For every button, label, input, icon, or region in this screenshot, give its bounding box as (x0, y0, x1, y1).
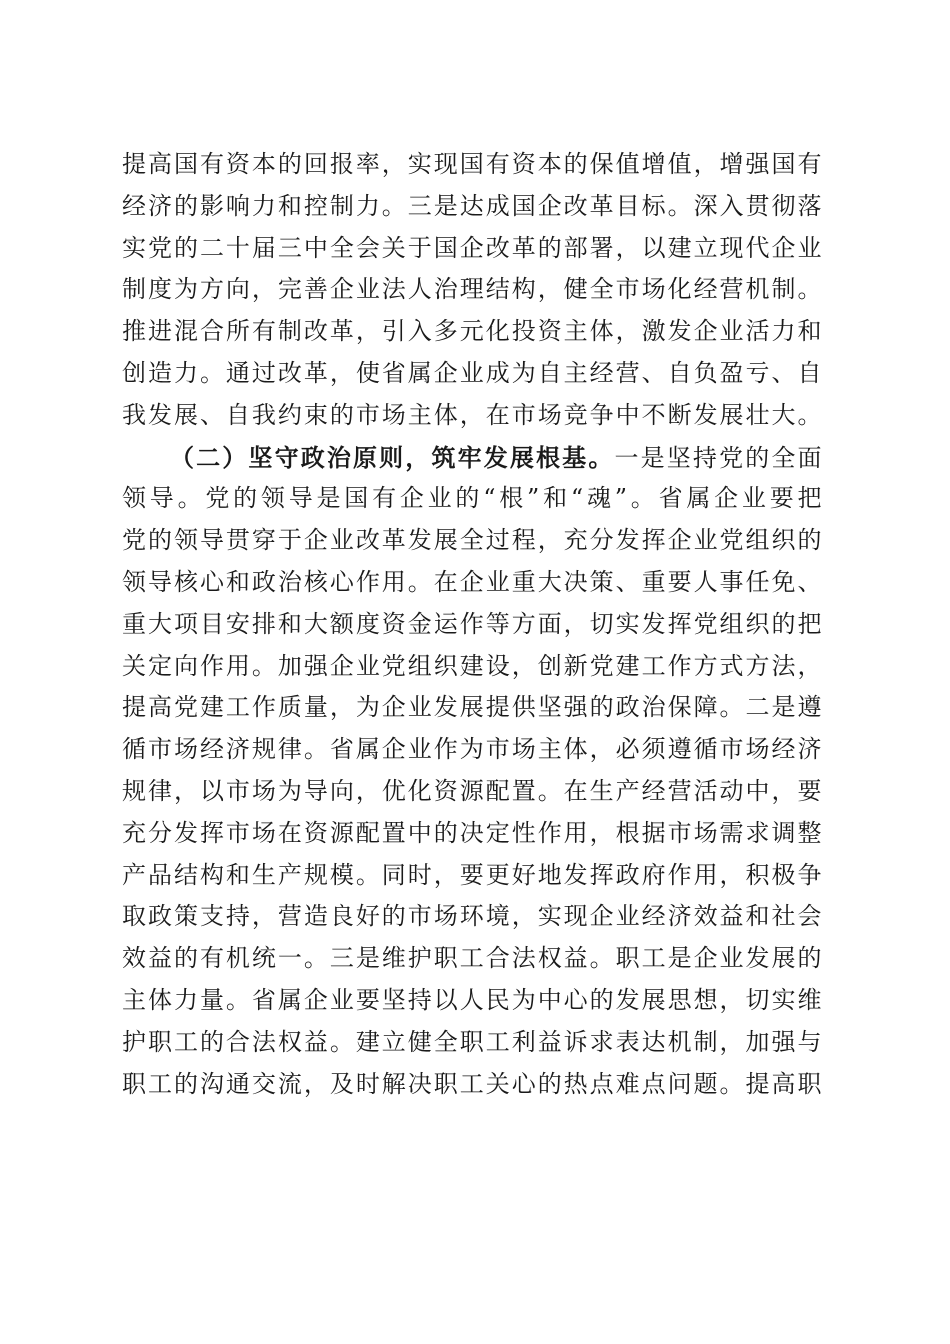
text-line: 制度为方向，完善企业法人治理结构，健全市场化经营机制。 (122, 275, 822, 304)
section-2-heading: （二）坚守政治原则，筑牢发展根基。 (170, 442, 615, 472)
text-line: 实党的二十届三中全会关于国企改革的部署，以建立现代企业 (122, 233, 822, 262)
body-text (122, 144, 822, 1105)
text-line: 经济的影响力和控制力。三是达成国企改革目标。深入贯彻落 (122, 191, 822, 220)
text-line: 充分发挥市场在资源配置中的决定性作用，根据市场需求调整 (122, 818, 822, 847)
text-line: 护职工的合法权益。建立健全职工利益诉求表达机制，加强与 (122, 1027, 822, 1056)
text-line: 重大项目安排和大额度资金运作等方面，切实发挥党组织的把 (122, 609, 822, 638)
text-line: 提高党建工作质量，为企业发展提供坚强的政治保障。二是遵 (122, 693, 822, 722)
text-line: 取政策支持，营造良好的市场环境，实现企业经济效益和社会 (122, 902, 822, 931)
text-line: 规律，以市场为导向，优化资源配置。在生产经营活动中，要 (122, 776, 822, 805)
text-line: 关定向作用。加强企业党组织建设，创新党建工作方式方法， (122, 651, 822, 680)
text-line: 效益的有机统一。三是维护职工合法权益。职工是企业发展的 (122, 944, 822, 973)
text-line: 创造力。通过改革，使省属企业成为自主经营、自负盈亏、自 (122, 358, 822, 387)
section-2-first-line-text: 一是坚持党的全面 (614, 443, 823, 472)
section-2-first-line (122, 437, 822, 479)
text-line: 领导核心和政治核心作用。在企业重大决策、重要人事任免、 (122, 567, 822, 596)
text-line: 职工的沟通交流，及时解决职工关心的热点难点问题。提高职 (122, 1069, 822, 1098)
text-line: 我发展、自我约束的市场主体，在市场竞争中不断发展壮大。 (122, 400, 822, 429)
text-line: 主体力量。省属企业要坚持以人民为中心的发展思想，切实维 (122, 985, 822, 1014)
text-line: 提高国有资本的回报率，实现国有资本的保值增值，增强国有 (122, 150, 822, 178)
text-line: 党的领导贯穿于企业改革发展全过程，充分发挥企业党组织的 (122, 526, 822, 555)
text-line: 循市场经济规律。省属企业作为市场主体，必须遵循市场经济 (122, 735, 822, 764)
text-line: 产品结构和生产规模。同时，要更好地发挥政府作用，积极争 (122, 860, 822, 889)
text-line: 领导。党的领导是国有企业的“根”和“魂”。省属企业要把 (122, 484, 822, 513)
text-line: 推进混合所有制改革，引入多元化投资主体，激发企业活力和 (122, 317, 822, 346)
